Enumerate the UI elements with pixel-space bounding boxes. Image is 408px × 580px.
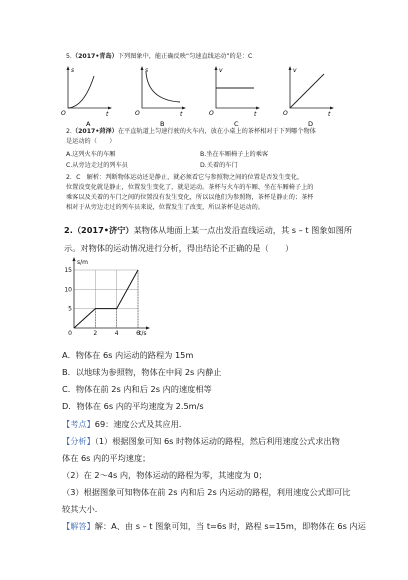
q5-a-letter: A bbox=[86, 120, 91, 128]
q5-d-xlabel: t bbox=[328, 111, 331, 118]
q2a-option-d: D.关着的车门 bbox=[200, 162, 238, 169]
q5-b-ylabel: s bbox=[145, 67, 149, 74]
x-axis-arrow bbox=[146, 326, 150, 329]
kaodian-tag: 【考点】 bbox=[62, 419, 95, 429]
fenxi-line-3: （2）在 2～4s 内，物体运动的路程为零，其速度为 0； bbox=[62, 470, 267, 480]
q5-c-xlabel: t bbox=[254, 111, 257, 118]
q2a-option-b: B.坐在车厢椅子上的乘客 bbox=[200, 151, 269, 158]
kaodian-line: 【考点】69：速度公式及其应用． bbox=[62, 419, 188, 429]
q5-graph-b bbox=[135, 66, 186, 128]
q5-d-origin: O bbox=[283, 110, 288, 117]
y-tick-label-5: 5 bbox=[68, 305, 72, 313]
x-axis-label: t/s bbox=[139, 330, 147, 337]
q2a-explanation-2: 位置没变化就是静止，位置发生变化了，就是运动。茶杯与火车的车厢、坐在车厢椅子上的 bbox=[66, 184, 314, 191]
q2a-explanation-4: 相对于从旁边走过的列车员来说，位置发生了改变，所以茶杯是运动的。 bbox=[66, 204, 264, 211]
y-tick-label-10: 10 bbox=[64, 286, 72, 294]
q2a-explanation-3: 乘客以及关着的车门之间的位置没有发生变化，所以以他们为参照物，茶杯是静止的；茶杯 bbox=[66, 194, 314, 201]
q2b-option-b: B．以地球为参照物，物体在中间 2s 内静止 bbox=[62, 367, 222, 377]
q5-d-letter: D bbox=[308, 120, 314, 128]
q2a-stem-line2: 是运动的（ ） bbox=[66, 138, 116, 145]
st-chart bbox=[60, 256, 160, 340]
q5-graph-d bbox=[283, 66, 334, 128]
x-tick-label-2: 2 bbox=[93, 330, 98, 337]
jieda-tag: 【解答】 bbox=[62, 521, 95, 531]
q5-c-ylabel: v bbox=[219, 67, 223, 74]
q2a-option-c: C.从旁边走过的列车员 bbox=[66, 162, 128, 169]
q5-graphs bbox=[60, 64, 340, 128]
q5-stem: 5.（2017•青岛）下列图象中，能正确反映“匀速直线运动”的是：C bbox=[66, 53, 253, 60]
q2b-option-a: A．物体在 6s 内运动的路程为 15m bbox=[62, 350, 194, 360]
q2a-explanation-1: 2．C 解析：判断物体运动还是静止，就必须看它与参照物之间的位置是否发生变化， bbox=[66, 174, 304, 181]
q5-c-origin: O bbox=[209, 110, 214, 117]
q5-b-origin: O bbox=[135, 110, 140, 117]
q2b-stem-line2: 示。对物体的运动情况进行分析，得出结论不正确的是（ ） bbox=[64, 243, 294, 253]
q5-a-xlabel: t bbox=[106, 111, 109, 118]
y-axis-arrow bbox=[72, 257, 75, 261]
fenxi-tag: 【分析】 bbox=[62, 436, 95, 446]
q5-d-ylabel: v bbox=[293, 67, 297, 74]
fenxi-line-5: 较其大小． bbox=[62, 504, 103, 514]
q2b-stem-line1: 2.（2017•济宁）某物体从地面上某一点出发沿直线运动，其 s – t 图象如图所 bbox=[64, 225, 353, 235]
q2a-stem-line1: 2.（2017•菏泽）在平直轨道上匀速行驶的火车内，放在小桌上的茶杯相对于下列哪个物体 bbox=[66, 128, 316, 135]
q5-c-letter: C bbox=[234, 120, 239, 128]
jieda-line: 【解答】解：A、由 s – t 图象可知，当 t=6s 时，路程 s=15m，即物体在 6s 内运 bbox=[62, 521, 366, 531]
fenxi-line-2: 体在 6s 内的平均速度； bbox=[62, 453, 151, 463]
fenxi-line-4: （3）根据图象可知物体在前 2s 内和后 2s 内运动的路程，利用速度公式即可比 bbox=[62, 487, 351, 497]
q5-graph-c bbox=[209, 66, 260, 128]
x-tick-label-4: 4 bbox=[114, 330, 119, 337]
q2a-option-a: A.这列火车的车厢 bbox=[66, 151, 116, 158]
q5-a-origin: O bbox=[61, 110, 66, 117]
x-tick-label-6: 6 bbox=[136, 330, 140, 337]
q5-a-ylabel: s bbox=[71, 67, 75, 74]
q2b-option-c: C．物体在前 2s 内和后 2s 内的速度相等 bbox=[62, 384, 212, 394]
q5-b-xlabel: t bbox=[180, 111, 183, 118]
q2b-option-d: D．物体在 6s 内的平均速度为 2.5m/s bbox=[62, 401, 204, 411]
y-tick-label-15: 15 bbox=[64, 267, 72, 274]
origin-label: 0 bbox=[68, 330, 72, 337]
fenxi-line-1: 【分析】（1）根据图象可知 6s 时物体运动的路程，然后利用速度公式求出物 bbox=[62, 436, 340, 446]
q5-b-letter: B bbox=[160, 120, 165, 128]
series-line bbox=[74, 270, 138, 328]
q5-graph-a bbox=[61, 66, 112, 128]
y-axis-label: s/m bbox=[77, 259, 88, 266]
